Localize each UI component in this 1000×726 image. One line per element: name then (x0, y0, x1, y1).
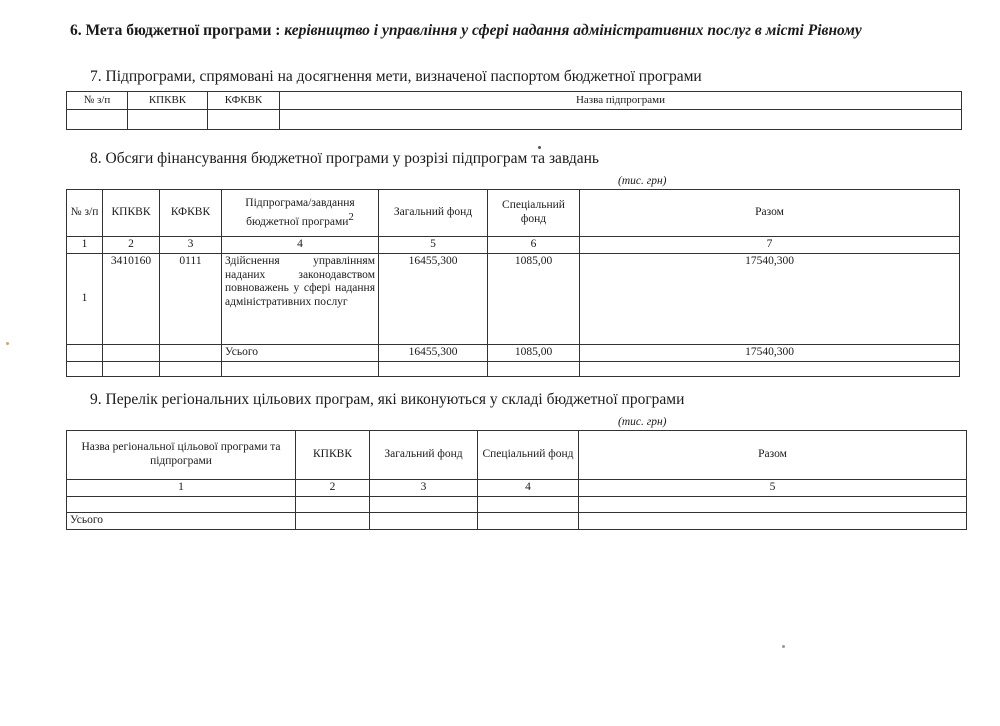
empty-cell (128, 110, 208, 130)
header-total: Разом (579, 431, 967, 480)
total-sum: 17540,300 (580, 344, 960, 361)
total-general-fund: 16455,300 (379, 344, 488, 361)
header-general-fund: Загальний фонд (370, 431, 478, 480)
col-number: 4 (478, 480, 579, 497)
total-label: Усього (222, 344, 379, 361)
empty-cell (478, 497, 579, 513)
section-6-goal-text: керівництво і управління у сфері надання адміністративних послуг в місті Рівному (284, 22, 862, 39)
col-number: 1 (67, 237, 103, 254)
row-kfkvk: 0111 (160, 253, 222, 344)
empty-cell (579, 497, 967, 513)
empty-cell (370, 497, 478, 513)
column-numbers-row (67, 480, 967, 497)
empty-cell (103, 344, 160, 361)
total-label: Усього (67, 513, 296, 530)
empty-cell (67, 110, 128, 130)
empty-cell (370, 513, 478, 530)
row-task: Здійснення управлінням наданих законодавством повноважень у сфері надання адміністративних послуг (222, 253, 379, 344)
empty-cell (67, 361, 103, 376)
header-num: № з/п (67, 92, 128, 110)
empty-cell (208, 110, 280, 130)
total-special-fund: 1085,00 (488, 344, 580, 361)
footnote-marker: 2 (348, 210, 354, 223)
col-number: 3 (370, 480, 478, 497)
col-number: 3 (160, 237, 222, 254)
section-9-unit: (тис. грн) (618, 416, 667, 428)
empty-cell (478, 513, 579, 530)
empty-cell (488, 361, 580, 376)
regional-programs-table (66, 430, 967, 530)
empty-cell (222, 361, 379, 376)
table-row (67, 110, 962, 130)
section-8-unit: (тис. грн) (618, 175, 667, 187)
total-row (67, 344, 960, 361)
col-number: 5 (379, 237, 488, 254)
header-kfkvk: КФКВК (208, 92, 280, 110)
header-special-fund: Спеціальний фонд (478, 431, 579, 480)
header-kfkvk: КФКВК (160, 190, 222, 237)
subprograms-table (66, 91, 962, 130)
header-general-fund: Загальний фонд (379, 190, 488, 237)
total-row (67, 513, 967, 530)
scan-speck (538, 146, 541, 149)
header-subprogram-name: Назва підпрограми (280, 92, 962, 110)
header-kpkvk: КПКВК (128, 92, 208, 110)
section-8-title: 8. Обсяги фінансування бюджетної програми у розрізі підпрограм та завдань (90, 150, 600, 167)
col-number: 4 (222, 237, 379, 254)
empty-cell (580, 361, 960, 376)
empty-cell (296, 497, 370, 513)
col-number: 6 (488, 237, 580, 254)
empty-cell (296, 513, 370, 530)
scan-speck (6, 342, 9, 345)
header-num: № з/п (67, 190, 103, 237)
empty-cell (67, 497, 296, 513)
row-general-fund: 16455,300 (379, 253, 488, 344)
header-program-name: Назва регіональної цільової програми та підпрограми (67, 431, 296, 480)
table-row (67, 253, 960, 344)
row-special-fund: 1085,00 (488, 253, 580, 344)
col-number: 1 (67, 480, 296, 497)
row-total: 17540,300 (580, 253, 960, 344)
header-kpkvk: КПКВК (296, 431, 370, 480)
header-program: Підпрограма/завдання бюджетної програми$^2$ (222, 190, 379, 237)
col-number: 2 (296, 480, 370, 497)
empty-cell (67, 344, 103, 361)
col-number: 5 (579, 480, 967, 497)
empty-cell (280, 110, 962, 130)
section-6-label: 6. Мета бюджетної програми : (70, 22, 281, 39)
col-number: 2 (103, 237, 160, 254)
financing-table (66, 189, 960, 377)
scan-speck (782, 645, 785, 648)
header-kpkvk: КПКВК (103, 190, 160, 237)
empty-cell (379, 361, 488, 376)
header-total: Разом (580, 190, 960, 237)
empty-cell (579, 513, 967, 530)
table-row (67, 361, 960, 376)
row-num: 1 (67, 253, 103, 344)
row-kpkvk: 3410160 (103, 253, 160, 344)
header-special-fund: Спеціальний фонд (488, 190, 580, 237)
section-9-title: 9. Перелік регіональних цільових програм, які виконуються у складі бюджетної програми (90, 391, 685, 408)
column-numbers-row (67, 237, 960, 254)
empty-cell (103, 361, 160, 376)
section-7-title: 7. Підпрограми, спрямовані на досягнення мети, визначеної паспортом бюджетної програми (90, 68, 702, 85)
col-number: 7 (580, 237, 960, 254)
empty-cell (160, 344, 222, 361)
table-row (67, 497, 967, 513)
empty-cell (160, 361, 222, 376)
section-6-goal (70, 22, 862, 40)
